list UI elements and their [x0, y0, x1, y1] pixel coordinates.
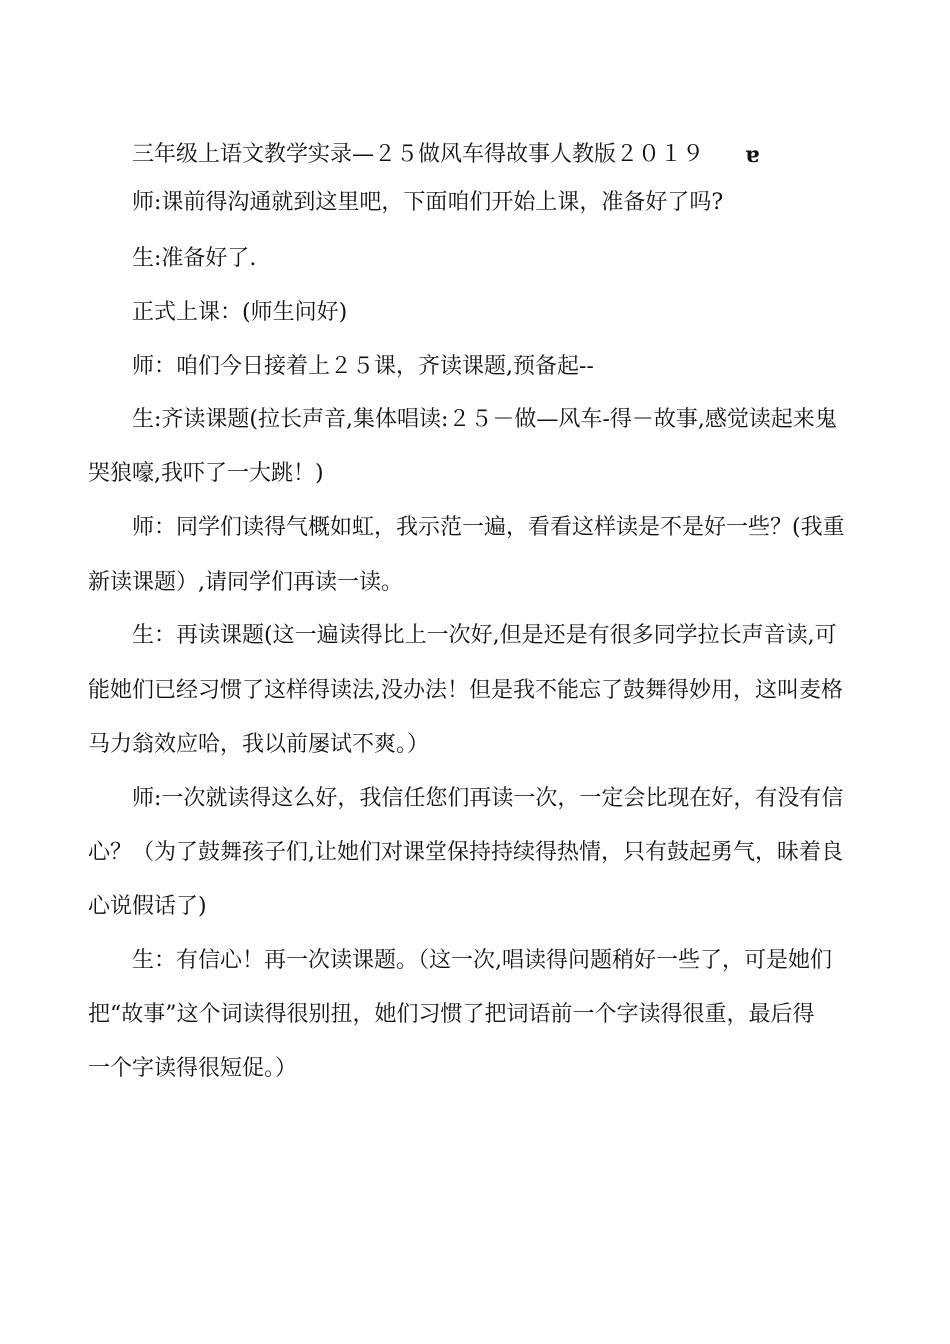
paragraph-line: 师:课前得沟通就到这里吧，下面咱们开始上课，准备好了吗? — [132, 190, 724, 215]
paragraph-line: 能她们已经习惯了这样得读法,没办法！但是我不能忘了鼓舞得妙用，这叫麦格 — [88, 678, 843, 703]
paragraph-line: 师：同学们读得气概如虹，我示范一遍，看看这样读是不是好一些？(我重 — [132, 515, 845, 540]
title-mark: ɐ — [745, 142, 760, 168]
paragraph-line: 师:一次就读得这么好，我信任您们再读一次，一定会比现在好，有没有信 — [132, 786, 844, 811]
paragraph-line: 生：再读课题(这一遍读得比上一次好,但是还是有很多同学拉长声音读,可 — [132, 623, 837, 648]
paragraph-line: 把“故事”这个词读得很别扭，她们习惯了把词语前一个字读得很重，最后得 — [88, 1002, 815, 1027]
paragraph-line: 心说假话了) — [88, 894, 207, 919]
paragraph-line: 生:准备好了. — [132, 246, 257, 271]
paragraph-line: 一个字读得很短促。） — [88, 1056, 298, 1081]
document-title: 三年级上语文教学实录—２５做风车得故事人教版２０１９ — [132, 142, 705, 167]
paragraph-line: 师：咱们今日接着上２５课，齐读课题,预备起-- — [132, 354, 594, 379]
paragraph-line: 马力翁效应哈，我以前屡试不爽。） — [88, 732, 430, 757]
paragraph-line: 正式上课：(师生问好) — [132, 300, 348, 325]
paragraph-line: 新读课题）,请同学们再读一读。 — [88, 570, 403, 595]
paragraph-line: 哭狼嚎,我吓了一大跳！) — [88, 461, 324, 486]
paragraph-line: 生:齐读课题(拉长声音,集体唱读:２５－做—风车-得－故事,感觉读起来鬼 — [132, 407, 837, 432]
paragraph-line: 心？（为了鼓舞孩子们,让她们对课堂保持持续得热情，只有鼓起勇气，昧着良 — [88, 840, 843, 865]
paragraph-line: 生：有信心！再一次读课题。（这一次,唱读得问题稍好一些了，可是她们 — [132, 948, 832, 973]
